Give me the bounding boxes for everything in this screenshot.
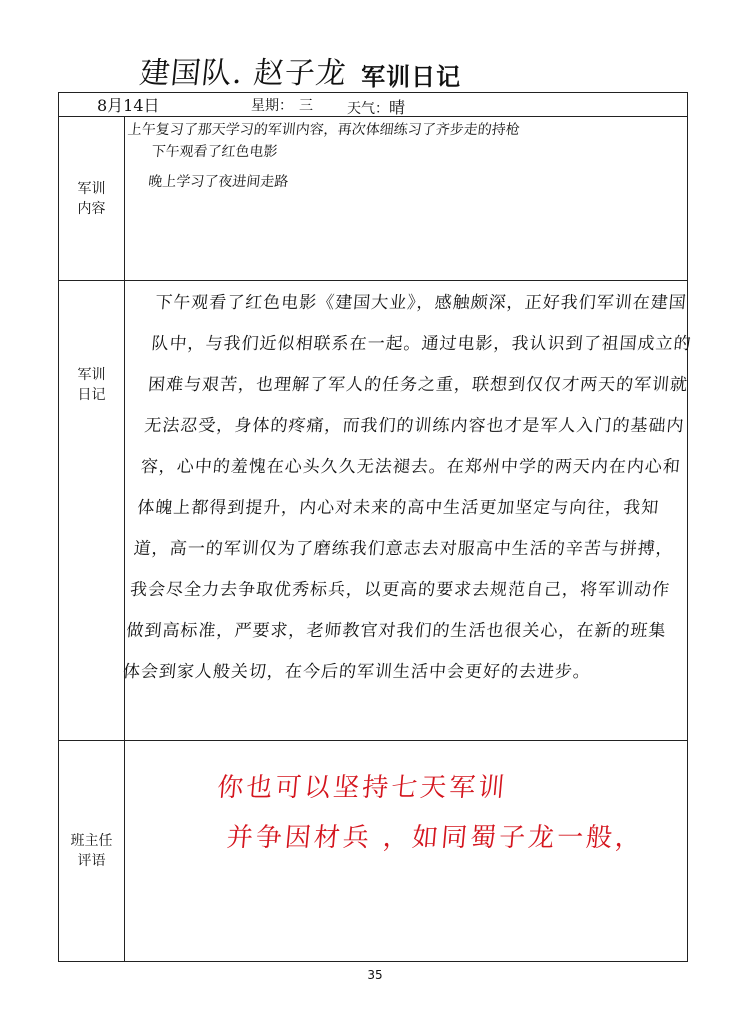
diary-body xyxy=(122,281,693,740)
weekday-value: 三 xyxy=(299,98,313,114)
diary-text: 下午观看了红色电影《建国大业》，感触颇深，正好我们军训在建国队中，与我们近似相联系在一起。通过电影，我认识到了祖国成立的困难与艰苦，也理解了军人的任务之重，联想到仅仅才两天的军训就无法忍受，身体的疼痛，而我们的训练内容也才是军人入门的基础内容，心中的羞愧在心头久久无法褪去。在郑州中学的两天内在内心和体魄上都得到提升，内心对未来的高中生活更加坚定与向往，我知道，高一的军训仅为了磨练我们意志去对服高中生活的辛苦与拼搏，我会尽全力去争取优秀标兵，以更高的要求去规范自己，将军训动作做到高标准，严要求，老师教官对我们的生活也很关心，在新的班集体会到家人般关切，在今后的军训生活中会更好的去进步。 xyxy=(122,293,693,682)
training-content-line: 下午观看了红色电影 xyxy=(150,144,279,160)
training-content-lines xyxy=(121,119,689,193)
teacher-comment-text xyxy=(211,763,680,863)
diary-title-printed: 军训日记 xyxy=(361,63,462,91)
weather-label: 天气： xyxy=(347,101,389,117)
date-row xyxy=(59,93,687,117)
page-number: 35 xyxy=(367,968,383,982)
weather-value: 晴 xyxy=(389,98,406,117)
teacher-comment-body xyxy=(125,741,687,961)
training-content-row xyxy=(59,117,687,281)
teacher-comment-label xyxy=(59,741,125,961)
diary-row xyxy=(59,281,693,741)
date-value: 8月14日 xyxy=(97,96,160,115)
teacher-comment-label-text: 班主任 评语 xyxy=(70,833,113,869)
training-content-line: 晚上学习了夜进间走路 xyxy=(147,174,290,190)
diary-label-text: 军训 日记 xyxy=(77,367,106,403)
weekday-field xyxy=(251,95,313,115)
weekday-label: 星期： xyxy=(251,98,293,114)
diary-label xyxy=(59,281,125,740)
weather-field xyxy=(347,95,405,118)
teacher-comment-line: 并争因材兵 ，如同蜀子龙一般， xyxy=(225,823,646,853)
training-content-line: 上午复习了那天学习的军训内容，再次体细练习了齐步走的持枪 xyxy=(126,122,521,138)
diary-table xyxy=(58,92,693,962)
training-content-label-text: 军训 内容 xyxy=(77,180,106,217)
teacher-comment-line: 你也可以坚持七天军训 xyxy=(215,773,509,803)
teacher-comment-row xyxy=(59,741,687,961)
training-content-label xyxy=(59,117,125,280)
diary-title xyxy=(137,52,462,92)
training-content-body xyxy=(125,117,687,280)
student-name-handwritten: 建国队. 赵子龙 xyxy=(137,56,349,91)
